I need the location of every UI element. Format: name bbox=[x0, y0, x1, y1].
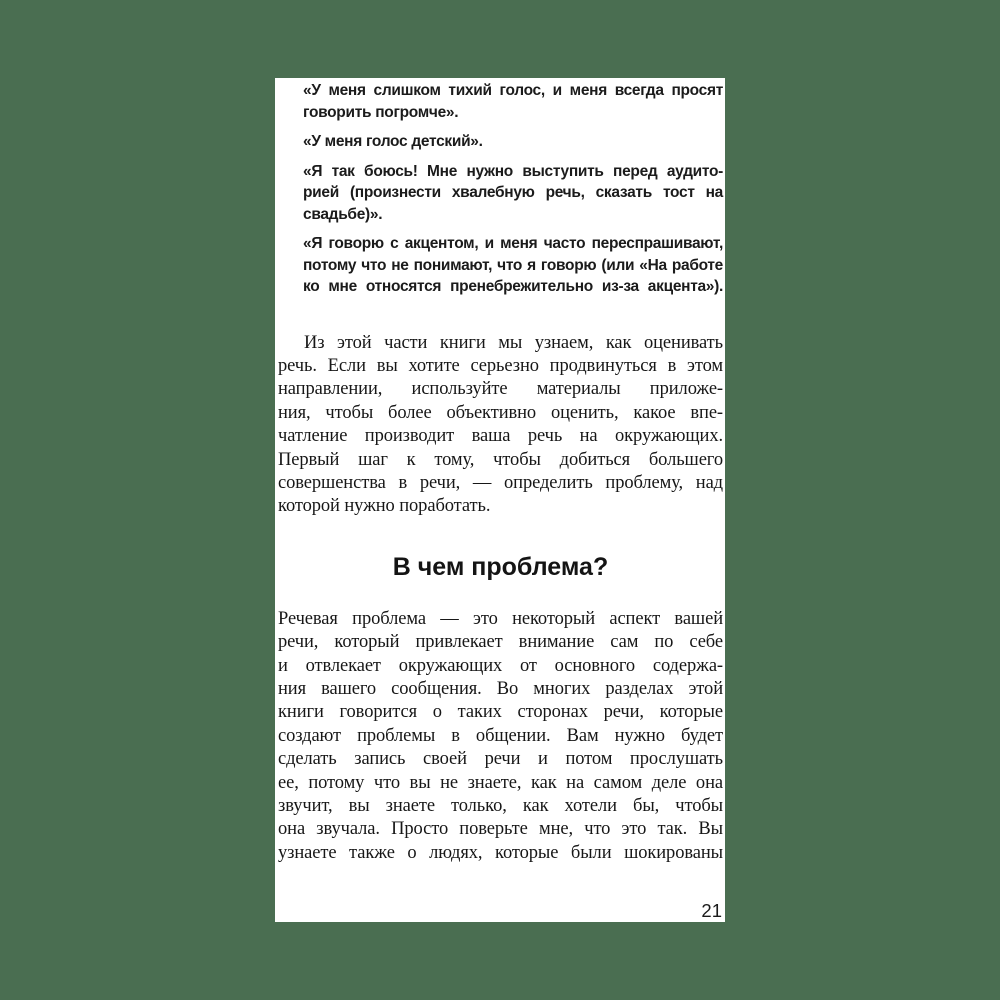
text-line: свадьбе)». bbox=[303, 205, 383, 223]
text-line: речи, который привлекает внимание сам по себе bbox=[278, 632, 723, 653]
text-line: «Я говорю с акцентом, и меня часто переспрашивают, bbox=[303, 235, 723, 252]
quote-block bbox=[303, 233, 723, 298]
text-line: Из этой части книги мы узнаем, как оценивать bbox=[304, 332, 723, 353]
book-page bbox=[275, 78, 725, 922]
quotes-section bbox=[303, 80, 723, 298]
text-line: которой нужно поработать. bbox=[278, 496, 491, 517]
text-line: она звучала. Просто поверьте мне, что это так. Вы bbox=[278, 819, 723, 840]
text-line: Первый шаг к тому, чтобы добиться большего bbox=[278, 449, 723, 470]
text-line: потому что не понимают, что я говорю (или «На работе bbox=[303, 256, 723, 274]
text-line: чатление производит ваша речь на окружающих. bbox=[278, 426, 723, 447]
text-line: ее, потому что вы не знаете, как на самом деле она bbox=[278, 772, 723, 793]
text-line: говорить погромче». bbox=[303, 103, 459, 121]
text-line: создают проблемы в общении. Вам нужно будет bbox=[278, 725, 723, 746]
intro-paragraph bbox=[278, 332, 723, 519]
text-line: Речевая проблема — это некоторый аспект вашей bbox=[278, 608, 723, 629]
text-line: рией (произнести хвалебную речь, сказать тост на bbox=[303, 184, 723, 201]
text-line: сделать запись своей речи и потом прослушать bbox=[278, 749, 723, 770]
quote-block bbox=[303, 161, 723, 226]
text-line: звучит, вы знаете только, как хотели бы, чтобы bbox=[278, 796, 723, 816]
page-number: 21 bbox=[701, 900, 722, 921]
text-line: «Я так боюсь! Мне нужно выступить перед аудито- bbox=[303, 162, 723, 180]
text-line: совершенства в речи, — определить проблему, над bbox=[278, 472, 723, 493]
text-line: ко мне относятся пренебрежительно из-за акцента»). bbox=[303, 278, 723, 295]
body-paragraph bbox=[278, 608, 723, 865]
text-line: «У меня слишком тихий голос, и меня всегда просят bbox=[303, 82, 723, 99]
text-line: «У меня голос детский». bbox=[303, 133, 483, 150]
text-line: направлении, используйте материалы приложе- bbox=[278, 379, 723, 400]
text-line: речь. Если вы хотите серьезно продвинуться в этом bbox=[278, 355, 723, 376]
quote-block bbox=[303, 80, 723, 123]
text-line: ния вашего сообщения. Во многих разделах этой bbox=[278, 678, 723, 699]
text-line: книги говорится о таких сторонах речи, которые bbox=[278, 702, 723, 723]
text-line: ния, чтобы более объективно оценить, какое впе- bbox=[278, 402, 723, 423]
quote-block bbox=[303, 131, 723, 153]
text-line: узнаете также о людях, которые были шокированы bbox=[278, 842, 723, 863]
section-heading: В чем проблема? bbox=[392, 552, 609, 581]
text-line: и отвлекает окружающих от основного содержа- bbox=[278, 655, 723, 676]
